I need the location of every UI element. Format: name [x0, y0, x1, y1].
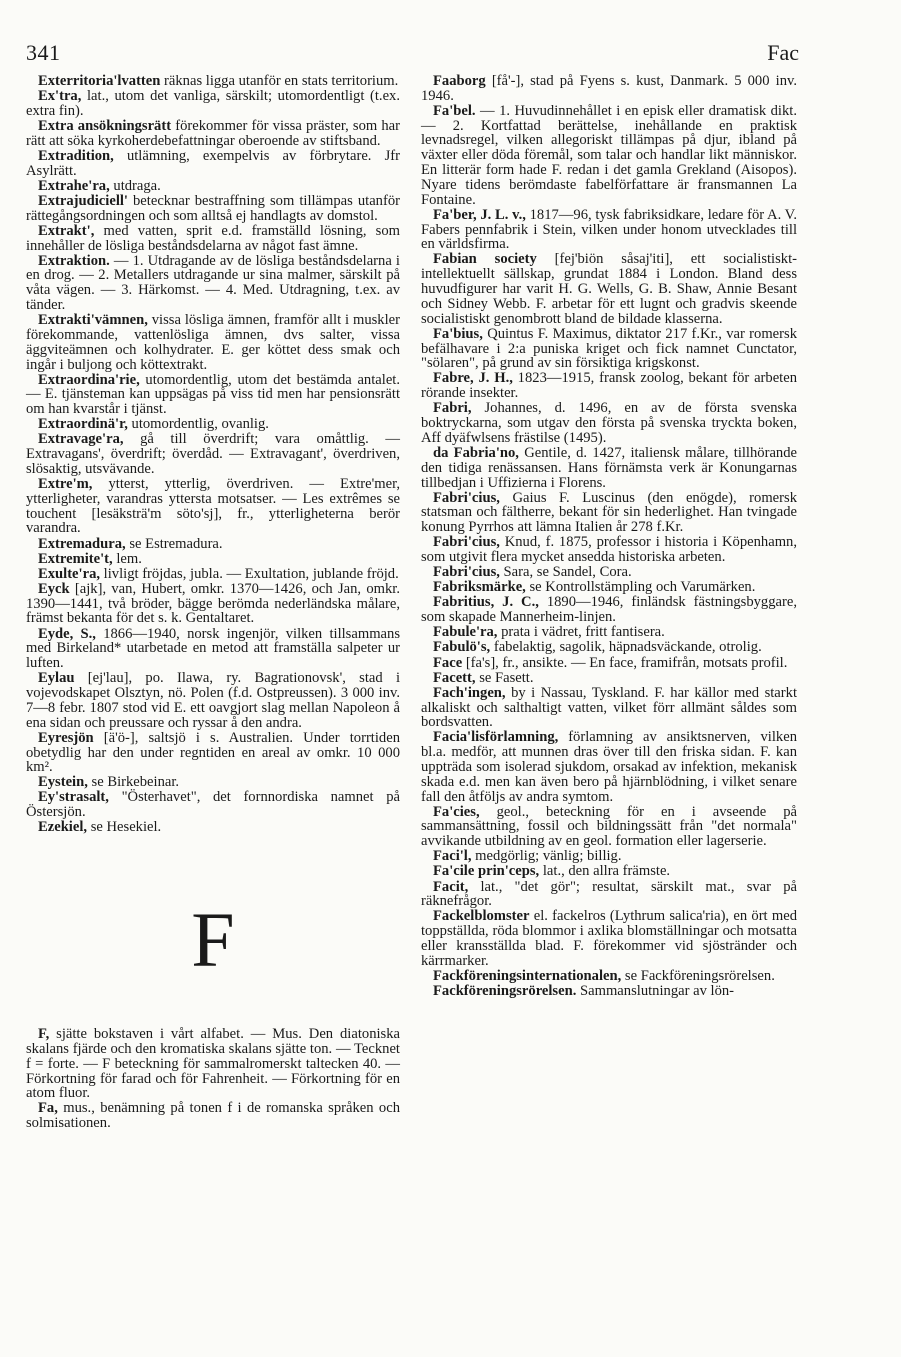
entry-text: lat., "det gör"; resultat, särskilt mat., svar på räknefrågor.	[421, 878, 797, 910]
entry-text: utomordentlig, utom det bestämda antalet. — E. tjänsteman kan uppsägas på viss tid men har pensionsrätt om han kvarstår i tjänst.	[26, 371, 400, 418]
dictionary-entry	[26, 119, 400, 149]
entry-headword: Extremite't,	[38, 550, 113, 567]
page-number: 341	[26, 40, 61, 65]
dictionary-entry	[421, 401, 797, 445]
entry-text: [ajk], van, Hubert, omkr. 1370—1426, och Jan, omkr. 1390—1441, två bröder, bägge berömda nederländska målare, främst bekanta för det s. k. Gentaltaret.	[26, 580, 400, 627]
entry-headword: Fa,	[38, 1100, 58, 1117]
entry-headword: Eyck	[38, 580, 70, 597]
entry-headword: Eyresjön	[38, 729, 94, 746]
entry-headword: Extremadura,	[38, 535, 126, 552]
entry-text: fabelaktig, sagolik, häpnadsväckande, otrolig.	[490, 639, 762, 656]
left-entries	[26, 74, 400, 835]
entry-headword: Fabri'cius,	[433, 489, 500, 506]
entry-headword: Fa'ber, J. L. v.,	[433, 206, 526, 223]
entry-headword: da Fabria'no,	[433, 445, 519, 461]
entry-headword: Facia'lisförlamning,	[433, 729, 559, 746]
entry-text: lat., utom det vanliga, särskilt; utomordentligt (t.ex. extra fin).	[26, 88, 400, 119]
entry-text: 1817—96, tysk fabriksidkare, ledare för A. V. Fabers pennfabrik i Stein, vilken under honom utvecklades till en världsfirma.	[421, 206, 797, 253]
entry-text: se Fackföreningsrörelsen.	[621, 967, 775, 984]
dictionary-entry	[26, 179, 400, 194]
entry-text: prata i vädret, fritt fantisera.	[497, 624, 665, 641]
entry-text: — 1. Huvudinnehållet i en episk eller dramatisk dikt. — 2. Kortfattad berättelse, inehållande en praktisk levnadsregel, vilken allegoriskt tillämpas på djur, ibland på växter eller döda föremål, som talar och handlar likt människor. En litterär form hade F. redan i det gamla Grekland (Aisopos). Nyare tidens berömdaste fabelförfattare är fransmannen La Fontaine.	[421, 102, 797, 208]
entry-text: betecknar bestraffning som tillämpas utanför rättegångsordningen och som alltså ej handlagts av domstol.	[26, 192, 400, 224]
entry-text: Quintus F. Maximus, diktator 217 f.Kr., var romersk befälhavare i 2:a puniska kriget och fick namnet Cunctator, "sölaren", på grund av sin försiktiga krigskonst.	[421, 325, 797, 372]
entry-headword: Fa'bel.	[433, 102, 476, 119]
dictionary-entry	[26, 820, 400, 835]
dictionary-entry	[421, 535, 797, 565]
dictionary-entry	[421, 640, 797, 655]
entry-text: Sara, se Sandel, Cora.	[499, 564, 632, 581]
entry-text: 1866—1940, norsk ingenjör, vilken tillsammans med Birkeland* utarbetade en metod att framställa salpeter ur luften.	[26, 625, 400, 672]
dictionary-entry	[26, 373, 400, 417]
dictionary-entry	[421, 208, 797, 252]
left-entries-after	[26, 1027, 400, 1131]
dictionary-entry	[421, 969, 797, 984]
entry-text: vissa lösliga ämnen, framför allt i muskler förekommande, vattenlösliga ämnen, dvs salter, vissa äggviteämnen och kolhydrater. E. ger köttet dess smak och ingår i buljong och köttextrakt.	[26, 312, 400, 373]
entry-headword: Exterritoria'lvatten	[38, 73, 161, 89]
entry-text: el. fackelros (Lythrum salica'ria), en ört med toppställda, röda blommor i axlika blomställningar och motsatta eller kransställda blad. F. förekommer vid sjöstränder och kärrmarker.	[421, 908, 797, 969]
entry-text: utomordentlig, ovanlig.	[127, 416, 269, 433]
entry-headword: F,	[38, 1026, 50, 1043]
left-column	[26, 74, 400, 1131]
right-column	[421, 74, 797, 999]
entry-headword: Fa'cies,	[433, 803, 480, 820]
entry-text: lat., den allra främste.	[539, 863, 671, 880]
entry-headword: Fabri'cius,	[433, 534, 500, 551]
dictionary-entry	[421, 327, 797, 371]
entry-headword: Fabian society	[433, 251, 537, 268]
entry-text: se Kontrollstämpling och Varumärken.	[525, 579, 756, 596]
entry-text: se Estremadura.	[125, 535, 223, 552]
dictionary-entry	[421, 491, 797, 535]
dictionary-entry	[26, 627, 400, 671]
dictionary-entry	[26, 790, 400, 820]
dictionary-entry	[26, 313, 400, 372]
dictionary-entry	[26, 432, 400, 476]
dictionary-entry	[26, 477, 400, 536]
entry-headword: Fabule'ra,	[433, 624, 498, 641]
entry-text: [ej'lau], po. Ilawa, ry. Bagrationovsk', stad i vojevodskapet Olsztyn, nö. Polen (f.d. Ostpreussen). 3 000 inv. 7—8 febr. 1807 stod vid E. ett oavgjort slag mellan Napoleon å ena sidan och preussare och ryssar å den andra.	[26, 670, 400, 731]
dictionary-entry	[421, 880, 797, 910]
entry-headword: Fackelblomster	[433, 908, 530, 925]
dictionary-entry	[26, 417, 400, 432]
right-entries	[421, 74, 797, 999]
dictionary-entry	[421, 446, 797, 490]
entry-headword: Extra ansökningsrätt	[38, 117, 172, 134]
entry-headword: Fackföreningsrörelsen.	[433, 983, 577, 1000]
entry-text: ytterst, ytterlig, överdriven. — Extre'mer, ytterligheter, varandras yttersta motsatser. — Les extrêmes se touchent [lesäksträ'm söto'sj], fr., ytterligheterna berör varandra.	[26, 476, 400, 537]
entry-text: Johannes, d. 1496, en av de första svenska boktryckarna, som utgav den första på svenska tryckta boken, Aff dyäfwlsens frästilse (1495).	[421, 400, 797, 446]
entry-text: se Fasett.	[475, 669, 534, 686]
entry-headword: Ey'strasalt,	[38, 789, 109, 806]
section-letter: F	[191, 896, 235, 984]
entry-text: [fej'biön såsaj'iti], ett socialistiskt-intellektuellt sällskap, grundat 1884 i London. Bland dess huvudfigurer har varit H. G. Wells, G. B. Shaw, Annie Besant och Sidney Webb. F. arbetar för ett lugnt och gradvis skeende socialistiskt genombrott bland de bildade klasserna.	[421, 251, 797, 327]
dictionary-entry	[26, 254, 400, 313]
entry-text: Gentile, d. 1427, italiensk målare, tillhörande den tidiga renässansen. Hans förnämsta verk är Konungarnas tillbedjan i Uffizierna i Florens.	[421, 445, 797, 491]
entry-text: — 1. Utdragande av de lösliga beståndsdelarna i en drog. — 2. Metallers utdragande ur sina malmer, särskilt på våta vägen. — 3. Härkomst. — 4. Med. Utdragning, t.ex. av tänder.	[26, 252, 400, 314]
dictionary-entry	[421, 805, 797, 849]
entry-text: 1823—1915, fransk zoolog, bekant för arbeten rörande insekter.	[421, 370, 798, 402]
entry-headword: Facett,	[433, 669, 476, 686]
dictionary-entry	[421, 252, 797, 326]
entry-headword: Faci'l,	[433, 848, 472, 865]
entry-text: förlamning av ansiktsnerven, vilken bl.a. medför, att munnen dras över till den friska sidan. F. kan uppträda som isolerad sjukdom, orsakad av infektion, mekanisk skada e.d. men kan även bero på hjärnblödning, i vilket senare fall den åtföljs av andra symtom.	[421, 729, 797, 805]
dictionary-entry	[421, 371, 797, 401]
dictionary-entry	[421, 74, 797, 104]
entry-text: "Österhavet", det fornnordiska namnet på Östersjön.	[26, 789, 400, 821]
entry-headword: Extre'm,	[38, 476, 93, 493]
entry-text: Gaius F. Luscinus (den enögde), romersk statsman och fältherre, bekant för sin hederlighet. Han tvingade konung Pyrrhos att lämna Italien år 278 f.Kr.	[421, 489, 797, 536]
dictionary-entry	[26, 1101, 400, 1131]
dictionary-entry	[26, 552, 400, 567]
entry-headword: Fabri'cius,	[433, 564, 500, 581]
entry-headword: Facit,	[433, 878, 469, 895]
entry-headword: Fabri,	[433, 400, 472, 417]
entry-text: [ä'ö-], saltsjö i s. Australien. Under torrtiden obetydlig har den under regntiden en areal av omkr. 10 000 km².	[26, 729, 400, 776]
dictionary-entry	[26, 567, 400, 582]
entry-headword: Extrakti'vämnen,	[38, 312, 148, 329]
entry-headword: Fackföreningsinternationalen,	[433, 967, 622, 984]
entry-headword: Fabritius, J. C.,	[433, 594, 539, 611]
entry-text: Sammanslutningar av lön-	[576, 983, 735, 1000]
entry-text: 1890—1946, finländsk fästningsbyggare, som skapade Mannerheim-linjen.	[421, 594, 797, 626]
dictionary-entry	[421, 625, 797, 640]
dictionary-entry	[421, 671, 797, 686]
entry-text: lem.	[112, 550, 142, 567]
entry-headword: Extradition,	[38, 147, 114, 164]
dictionary-entry	[421, 984, 797, 999]
dictionary-entry	[26, 731, 400, 775]
entry-headword: Ex'tra,	[38, 88, 82, 105]
entry-headword: Fabriksmärke,	[433, 579, 526, 596]
entry-text: gå till överdrift; vara omåttlig. — Extravagans', överdrift; överdåd. — Extravagant', överdriven, slösaktig, utsvävande.	[26, 431, 400, 477]
dictionary-entry	[421, 595, 797, 625]
entry-text: livligt fröjdas, jubla. — Exultation, jublande fröjd.	[100, 565, 399, 582]
dictionary-entry	[26, 89, 400, 119]
dictionary-entry	[421, 686, 797, 730]
dictionary-entry	[26, 194, 400, 224]
dictionary-entry	[26, 224, 400, 254]
entry-text: mus., benämning på tonen f i de romanska språken och solmisationen.	[26, 1100, 400, 1132]
entry-headword: Fabulö's,	[433, 639, 491, 656]
dictionary-entry	[26, 74, 400, 89]
entry-text: [fa's], fr., ansikte. — En face, framifrån, motsats profil.	[462, 654, 788, 671]
dictionary-entry	[421, 730, 797, 804]
entry-text: [få'-], stad på Fyens s. kust, Danmark. 5 000 inv. 1946.	[421, 73, 797, 104]
entry-headword: Fach'ingen,	[433, 684, 506, 701]
entry-text: med vatten, sprit e.d. framställd lösning, som innehåller de lösliga beståndsdelarna av något fast ämne.	[26, 222, 400, 254]
dictionary-entry	[421, 849, 797, 864]
entry-headword: Extraordina'rie,	[38, 371, 140, 388]
entry-headword: Fa'cile prin'ceps,	[433, 863, 540, 880]
entry-text: utlämning, exempelvis av förbrytare. Jfr Asylrätt.	[26, 147, 400, 179]
entry-text: geol., beteckning för en i avseende på sammansättning, fossil och bildningssätt från "det normala" avvikande utbildning av en geol. formation eller lagerserie.	[421, 803, 797, 850]
entry-headword: Extravage'ra,	[38, 431, 124, 448]
running-head: Fac	[767, 40, 799, 65]
dictionary-entry	[421, 909, 797, 968]
entry-text: räknas ligga utanför en stats territorium.	[160, 73, 399, 89]
entry-headword: Fabre, J. H.,	[433, 370, 513, 387]
entry-headword: Eystein,	[38, 774, 88, 791]
entry-text: se Birkebeinar.	[87, 774, 180, 791]
dictionary-entry	[26, 537, 400, 552]
dictionary-entry	[26, 149, 400, 179]
entry-text: sjätte bokstaven i vårt alfabet. — Mus. Den diatoniska skalans fjärde och den kromatiska skalans sjätte ton. — Tecknet f = forte. — F beteckning för sammalromerskt taltecken 40. — Förkortning för farad och för Fahrenheit. — Förkortning för en atom fluor.	[26, 1026, 400, 1102]
dictionary-entry	[26, 582, 400, 626]
entry-text: se Hesekiel.	[87, 819, 162, 836]
entry-headword: Faaborg	[433, 73, 486, 89]
entry-text: utdraga.	[109, 177, 161, 194]
dictionary-entry	[421, 656, 797, 671]
entry-headword: Face	[433, 654, 463, 671]
entry-headword: Exulte'ra,	[38, 565, 101, 582]
entry-headword: Fa'bius,	[433, 325, 483, 342]
entry-headword: Extrajudiciell'	[38, 192, 128, 209]
dictionary-entry	[421, 864, 797, 879]
entry-headword: Extrahe'ra,	[38, 177, 110, 194]
dictionary-entry	[421, 580, 797, 595]
entry-text: Knud, f. 1875, professor i historia i Köpenhamn, som utgivit flera mycket ansedda historiska arbeten.	[421, 534, 797, 566]
entry-headword: Ezekiel,	[38, 819, 88, 836]
entry-headword: Extraktion.	[38, 252, 110, 269]
entry-text: förekommer för vissa präster, som har rätt att söka kyrkoherdebefattningar oberoende av stiftsband.	[26, 117, 400, 149]
dictionary-entry	[421, 565, 797, 580]
entry-headword: Extrakt',	[38, 222, 95, 239]
entry-text: medgörlig; vänlig; billig.	[471, 848, 622, 865]
dictionary-entry	[26, 775, 400, 790]
dictionary-entry	[26, 671, 400, 730]
entry-headword: Eyde, S.,	[38, 625, 96, 642]
dictionary-entry	[26, 1027, 400, 1101]
entry-text: by i Nassau, Tyskland. F. har källor med starkt alkaliskt och salthaltigt vatten, vilket förr allmänt såldes som bordsvatten.	[421, 684, 797, 731]
entry-headword: Eylau	[38, 670, 75, 687]
dictionary-entry	[421, 104, 797, 208]
entry-headword: Extraordinä'r,	[38, 416, 128, 433]
